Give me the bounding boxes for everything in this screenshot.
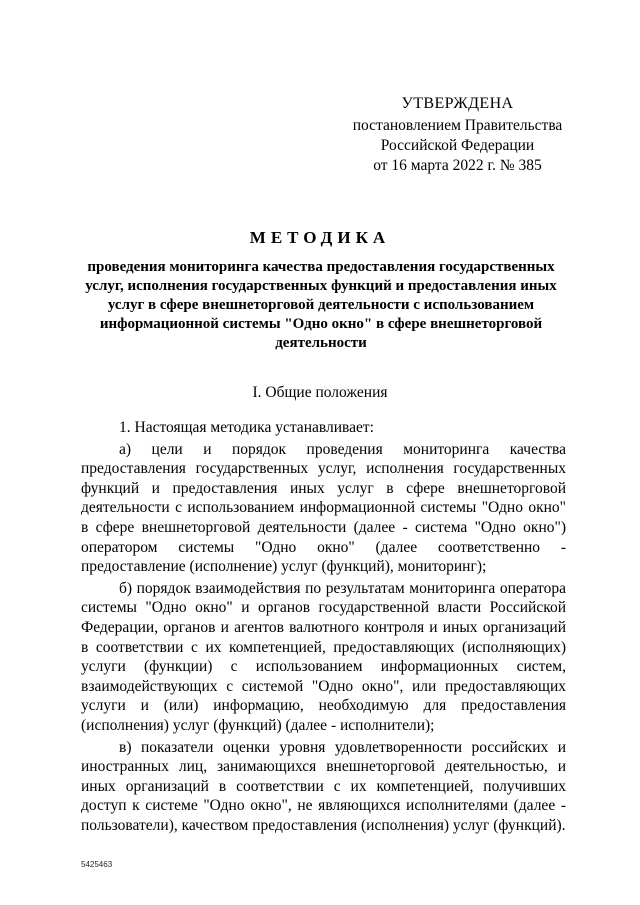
paragraph-1: 1. Настоящая методика устанавливает: (119, 419, 374, 436)
approval-line-1: постановлением Правительства (352, 117, 563, 134)
document-number: 5425463 (81, 860, 113, 869)
document-title: МЕТОДИКА (249, 228, 391, 247)
section-heading: I. Общие положения (252, 384, 388, 401)
document-subtitle: проведения мониторинга качества предоставления государственных услуг, исполнения государственных функций и предоставления иных услуг в сфере внешнеторговой деятельности с использованием информационной системы "Одно окно" в сфере внешнеторговой деятельности (85, 259, 557, 351)
paragraph-c: в) показатели оценки уровня удовлетворенности российских и иностранных лиц, занимающихся внешнеторговой деятельностью, и иных организаций в соответствии с их компетенцией, получивших доступ к системе "Одно окно", не являющихся исполнителями (далее - пользователи), качеством предоставления (исполнения) услуг (функций). (81, 738, 566, 834)
approval-title: УТВЕРЖДЕНА (401, 95, 514, 112)
approval-block (340, 94, 575, 176)
paragraph-b: б) порядок взаимодействия по результатам мониторинга оператора системы "Одно окно" и органов государственной власти Российской Федерации, органов и агентов валютного контроля и иных организаций в соответствии с их компетенцией, предоставляющих (исполняющих) услуги (функции) с использованием информационных систем, взаимодействующих с системой "Одно окно", или предоставляющих услуги и (или) информацию, необходимую для предоставления (исполнения) услуг (функций) (далее - исполнители); (81, 579, 566, 734)
approval-line-3: от 16 марта 2022 г. № 385 (373, 157, 542, 174)
section-body (81, 418, 566, 837)
approval-line-2: Российской Федерации (380, 137, 535, 154)
paragraph-a: а) цели и порядок проведения мониторинга качества предоставления государственных услуг, исполнения государственных функций и предоставления иных услуг в сфере внешнеторговой деятельности с использованием информационной системы "Одно окно" в сфере внешнеторговой деятельности (далее - система "Одно окно") оператором системы "Одно окно" (далее соответственно - предоставление (исполнение) услуг (функций), мониторинг); (81, 440, 566, 576)
